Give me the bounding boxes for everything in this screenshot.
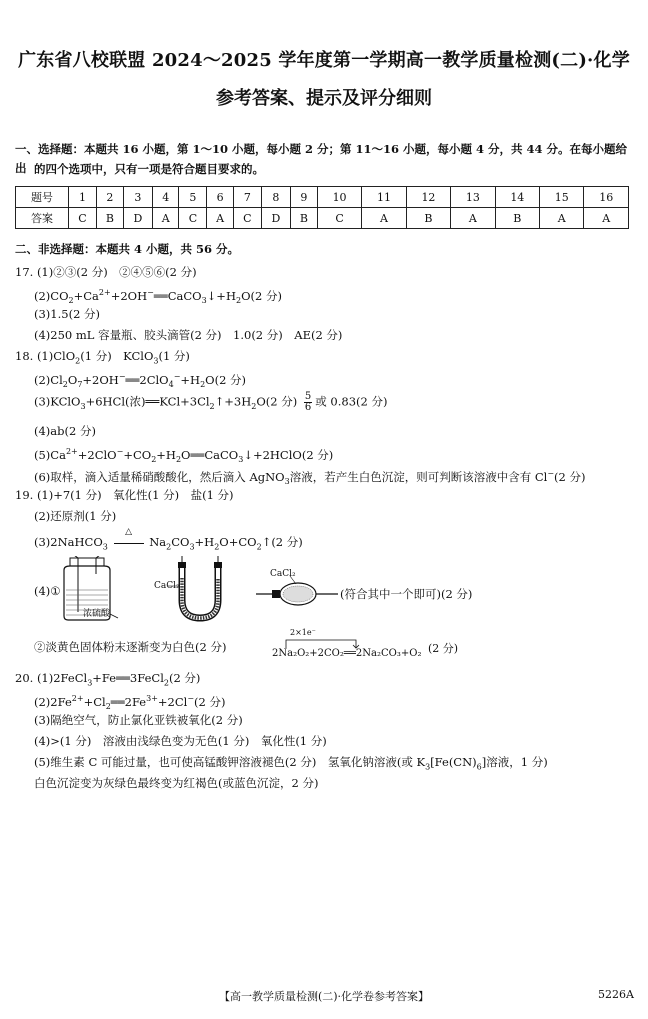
fig1-label: 浓硫酸	[83, 609, 111, 619]
answer-table-number-row	[16, 187, 629, 208]
fig2-label: CaCl₂	[154, 581, 180, 591]
q17-line4: (4)250 mL 容量瓶、胶头滴管(2 分) 1.0(2 分) AE(2 分)	[34, 328, 343, 342]
table-cell: 6	[207, 187, 234, 208]
page-subtitle: 参考答案、提示及评分细则	[216, 88, 432, 109]
table-cell: 14	[495, 187, 539, 208]
table-cell: A	[540, 208, 584, 229]
q19-line2: (2)还原剂(1 分)	[34, 509, 117, 523]
table-cell: 1	[69, 187, 97, 208]
table-cell: 3	[123, 187, 152, 208]
q18-line6: (6)取样，滴入适量稀硝酸酸化，然后滴入 AgNO$_3$溶液，若产生白色沉淀，则可判断该溶液中含有 Cl−(2 分)	[34, 469, 586, 487]
q19-line1: 19. (1)+7(1 分) 氧化性(1 分) 盐(1 分)	[15, 488, 234, 502]
q20-line6: 白色沉淀变为灰绿色最终变为红褐色(或蓝色沉淀，2 分)	[34, 776, 319, 790]
table-cell: A	[207, 208, 234, 229]
q18-line1: 18. (1)ClO$_2$(1 分) KClO$_3$(1 分)	[15, 349, 190, 366]
q20-line3: (3)隔绝空气，防止氯化亚铁被氧化(2 分)	[34, 713, 243, 727]
section1-heading-cont: 的四个选项中，只有一项是符合题目要求的。	[34, 162, 264, 176]
q20-line5: (5)维生素 C 可能过量，也可使高锰酸钾溶液褪色(2 分) 氢氧化钠溶液(或 $K_3[Fe(CN)_6]$溶液，1 分)	[34, 755, 548, 772]
table-cell: A	[152, 208, 179, 229]
table-cell: A	[451, 208, 495, 229]
page-footer: 【高一教学质量检测(二)·化学卷参考答案】	[218, 990, 430, 1003]
q17-line1: 17. (1)②③(2 分) ②④⑤⑥(2 分)	[15, 265, 197, 279]
table-cell: B	[96, 208, 123, 229]
table-cell: 4	[152, 187, 179, 208]
table-cell: 13	[451, 187, 495, 208]
answer-table-answer-row	[16, 208, 629, 229]
table-cell: B	[406, 208, 450, 229]
table-cell: 9	[290, 187, 317, 208]
heating-arrow: △	[112, 533, 146, 551]
q19-line5: ②淡黄色固体粉末逐渐变为白色(2 分)	[34, 640, 227, 654]
table-cell: 15	[540, 187, 584, 208]
table-cell: 16	[584, 187, 629, 208]
answer-table	[15, 186, 629, 229]
q19-line4-note: (符合其中一个即可)(2 分)	[340, 587, 473, 601]
q18-line5: $(5)Ca^{2+}+2ClO^-+CO_2+H_2O══CaCO_3↓+2HClO(2$ 分)	[34, 447, 334, 465]
section1-heading: 一、选择题：本题共 16 小题，第 1～10 小题，每小题 2 分；第 11～16 小题，每小题 4 分，共 44 分。在每小题给出	[15, 142, 628, 175]
table-cell: 8	[261, 187, 290, 208]
answer-table-label-answer: 答案	[16, 208, 69, 229]
table-cell: B	[290, 208, 317, 229]
table-cell: C	[317, 208, 361, 229]
q17-line3: (3)1.5(2 分)	[34, 307, 101, 321]
table-cell: 12	[406, 187, 450, 208]
q19-line3: (3)2NaHCO$_3$ △ $Na_2CO_3+H_2O+CO_2↑(2$ 分)	[34, 527, 303, 552]
q18-line4: (4)ab(2 分)	[34, 424, 96, 438]
q19-equation: 2Na₂O₂+2CO₂══2Na₂CO₃+O₂	[272, 648, 422, 659]
drying-tube-icon	[256, 576, 338, 605]
table-cell: A	[584, 208, 629, 229]
document-code: 5226A	[598, 988, 634, 1001]
table-cell: B	[495, 208, 539, 229]
table-cell: D	[261, 208, 290, 229]
fig3-label: CaCl₂	[270, 569, 296, 579]
answer-table-label-number: 题号	[16, 187, 69, 208]
table-cell: D	[123, 208, 152, 229]
table-cell: C	[179, 208, 207, 229]
table-cell: C	[233, 208, 261, 229]
table-cell: 11	[362, 187, 406, 208]
q20-line4: (4)>(1 分) 溶液由浅绿色变为无色(1 分) 氧化性(1 分)	[34, 734, 327, 748]
q18-line3: (3)KClO$_3$+6HCl(浓)$══KCl+3Cl_2↑+3H_2O(2$ 分) $\frac{5}{6}$ 或 0.83(2 分)	[34, 391, 388, 413]
q17-line2: $(2)CO_2+Ca^{2+}+2OH^-══CaCO_3↓+H_2O(2$ 分)	[34, 288, 282, 306]
page-title: 广东省八校联盟 2024～2025 学年度第一学期高一教学质量检测(二)·化学	[18, 50, 630, 71]
electron-transfer-label: 2×1e⁻	[290, 628, 316, 637]
q18-line2: $(2)Cl_2O_7+2OH^-══2ClO_4^-+H_2O(2$ 分)	[34, 372, 247, 390]
q19-equation-score: (2 分)	[428, 642, 459, 655]
q20-line2: $(2)2Fe^{2+}+Cl_2══2Fe^{3+}+2Cl^-(2$ 分)	[34, 694, 226, 712]
table-cell: 10	[317, 187, 361, 208]
q19-line4-label: (4)①	[34, 584, 61, 598]
fraction: $\frac{5}{6}$	[304, 391, 312, 413]
table-cell: 7	[233, 187, 261, 208]
table-cell: A	[362, 208, 406, 229]
table-cell: C	[69, 208, 97, 229]
section2-heading: 二、非选择题：本题共 4 小题，共 56 分。	[15, 242, 240, 256]
table-cell: 5	[179, 187, 207, 208]
q20-line1: 20. (1)2FeCl$_3$+Fe══3FeCl$_2$(2 分)	[15, 671, 201, 688]
table-cell: 2	[96, 187, 123, 208]
